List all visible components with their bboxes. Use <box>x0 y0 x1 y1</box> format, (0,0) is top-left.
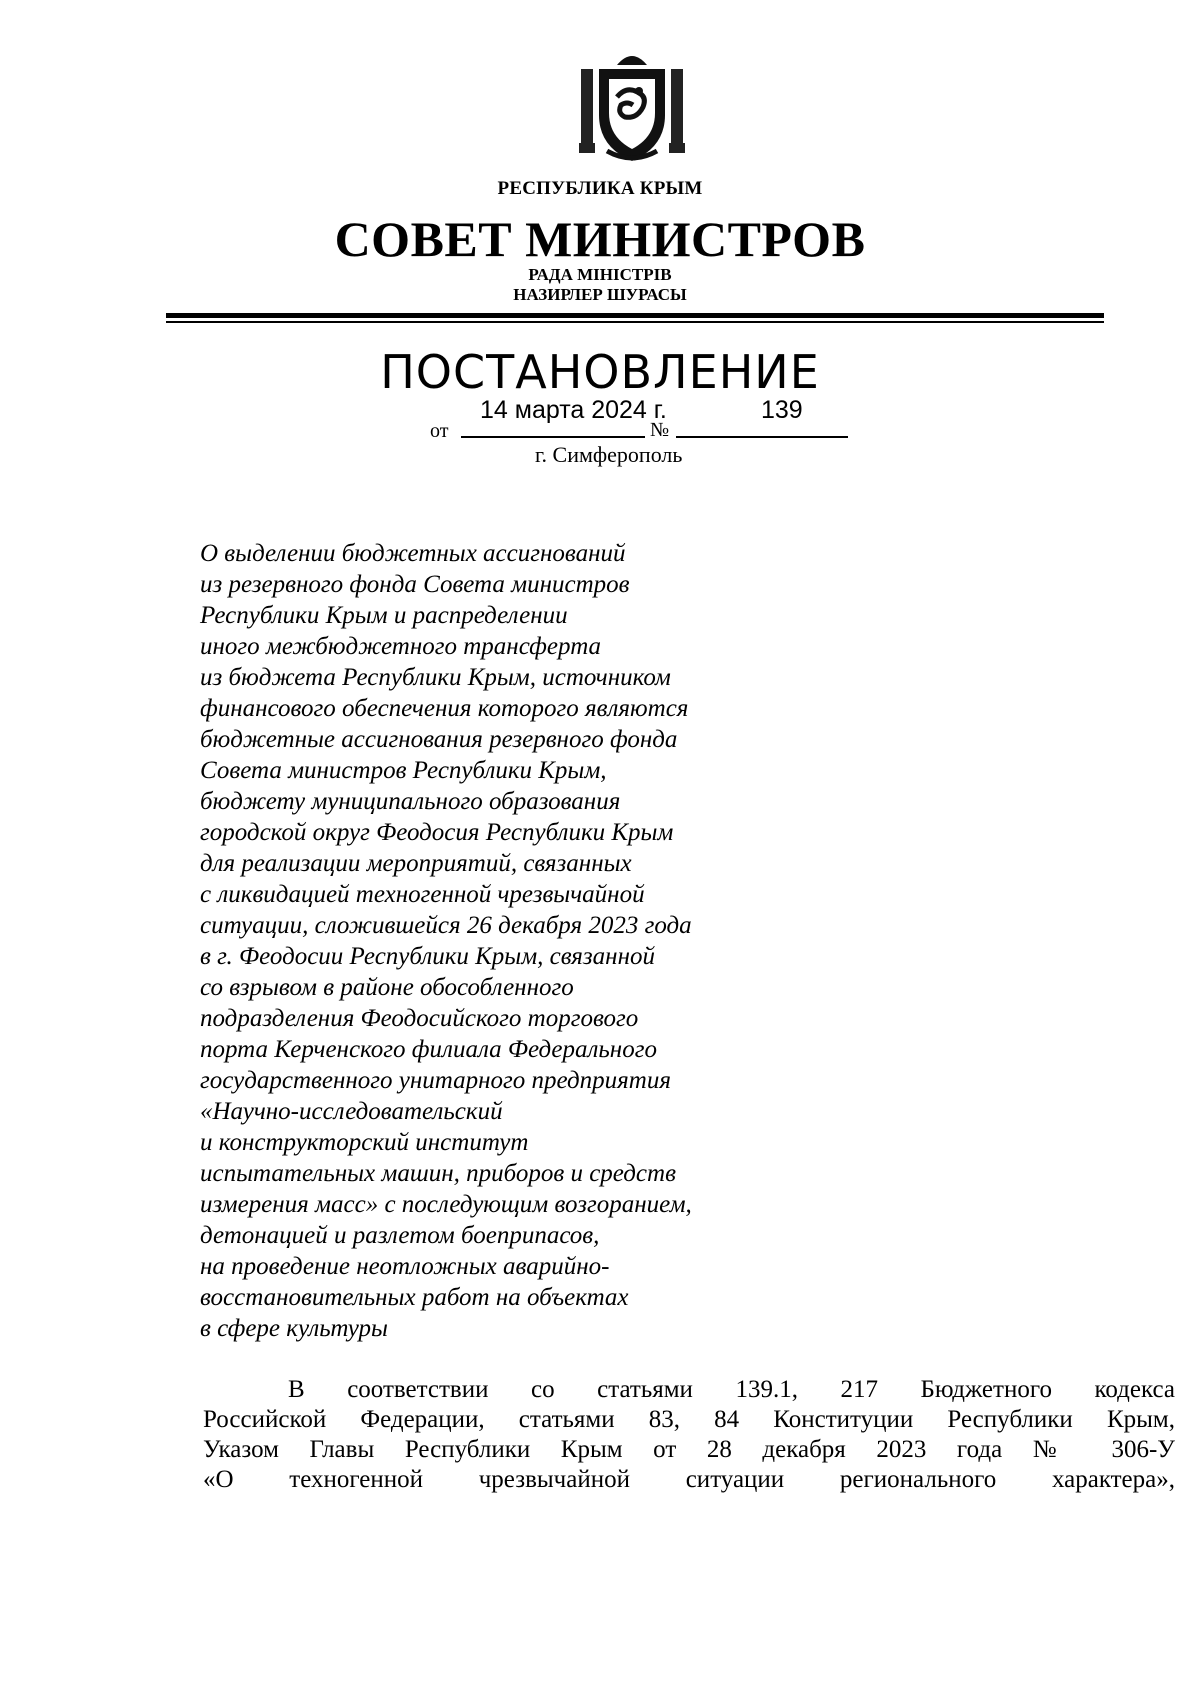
republic-name: РЕСПУБЛИКА КРЫМ <box>497 178 703 199</box>
subject-line: из резервного фонда Совета министров <box>200 571 630 598</box>
subject-line: финансового обеспечения которого являются <box>200 695 689 722</box>
subject-line: из бюджета Республики Крым, источником <box>200 664 671 691</box>
subject-line: О выделении бюджетных ассигнований <box>200 540 626 567</box>
council-title-ukrainian: РАДА МІНІСТРІВ <box>528 265 672 284</box>
date-underline <box>461 436 645 438</box>
header-rule-thin <box>166 321 1104 323</box>
subject-line: с ликвидацией техногенной чрезвычайной <box>200 881 645 908</box>
subject-line: и конструкторский институт <box>200 1129 529 1156</box>
subject-line: в г. Феодосии Республики Крым, связанной <box>200 943 655 970</box>
document-subject <box>200 538 692 1344</box>
subject-line: измерения масс» с последующим возгоранием, <box>200 1191 692 1218</box>
subject-line: Совета министров Республики Крым, <box>200 757 607 784</box>
subject-line: Республики Крым и распределении <box>200 602 568 629</box>
number-underline <box>676 436 848 438</box>
document-date: 14 марта 2024 г. <box>480 396 667 424</box>
subject-line: государственного унитарного предприятия <box>200 1067 671 1094</box>
body-line: «О техногенной чрезвычайной ситуации регионального характера», <box>203 1466 1175 1493</box>
subject-line: в сфере культуры <box>200 1315 388 1342</box>
body-line: В соответствии со статьями 139.1, 217 Бюджетного кодекса <box>288 1376 1175 1403</box>
subject-line: со взрывом в районе обособленного <box>200 974 574 1001</box>
subject-line: бюджету муниципального образования <box>200 788 621 815</box>
council-title-crimean-tatar: НАЗИРЛЕР ШУРАСЫ <box>513 285 687 304</box>
subject-line: на проведение неотложных аварийно- <box>200 1253 610 1280</box>
subject-line: восстановительных работ на объектах <box>200 1284 629 1311</box>
subject-line: «Научно-исследовательский <box>200 1098 503 1125</box>
date-prefix: от <box>430 420 449 442</box>
subject-line: городской округ Феодосия Республики Крым <box>200 819 674 846</box>
coat-of-arms-icon <box>577 47 687 165</box>
document-type: ПОСТАНОВЛЕНИЕ <box>380 345 820 399</box>
body-line: Российской Федерации, статьями 83, 84 Конституции Республики Крым, <box>203 1406 1175 1433</box>
subject-line: порта Керченского филиала Федерального <box>200 1036 657 1063</box>
number-prefix: № <box>650 419 670 441</box>
header-rule-thick <box>166 313 1104 318</box>
body-paragraph <box>203 1375 1175 1495</box>
subject-line: иного межбюджетного трансферта <box>200 633 602 660</box>
subject-line: бюджетные ассигнования резервного фонда <box>200 726 678 753</box>
document-city: г. Симферополь <box>535 442 683 467</box>
subject-line: испытательных машин, приборов и средств <box>200 1160 676 1187</box>
subject-line: детонацией и разлетом боеприпасов, <box>200 1222 600 1249</box>
body-line: Указом Главы Республики Крым от 28 декабря 2023 года № 306-У <box>203 1436 1175 1463</box>
document-number: 139 <box>761 396 803 424</box>
subject-line: для реализации мероприятий, связанных <box>200 850 632 877</box>
council-title: СОВЕТ МИНИСТРОВ <box>334 211 866 267</box>
subject-line: ситуации, сложившейся 26 декабря 2023 года <box>200 912 692 939</box>
subject-line: подразделения Феодосийского торгового <box>200 1005 639 1032</box>
